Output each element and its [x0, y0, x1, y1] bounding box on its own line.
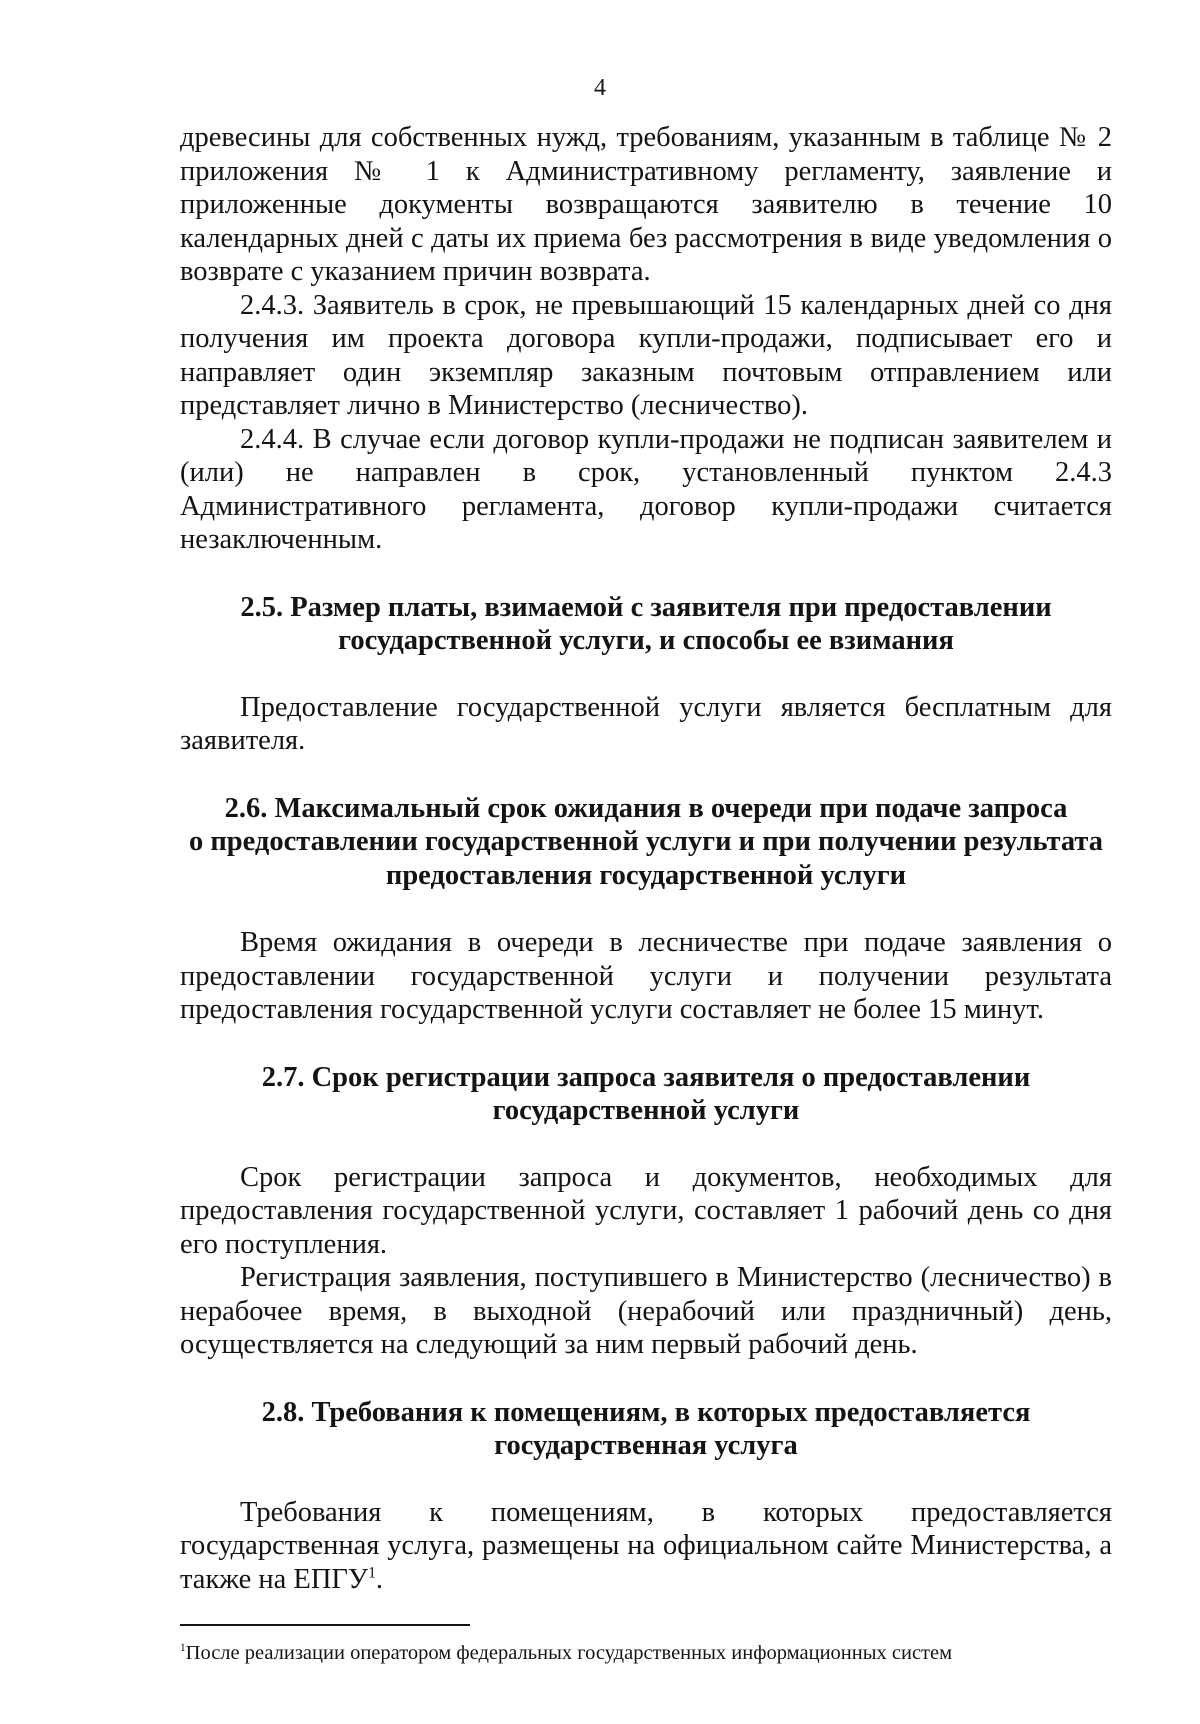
- paragraph-2-8-end: .: [375, 1563, 384, 1595]
- paragraph-2-4-4: 2.4.4. В случае если договор купли-продажи не подписан заявителем и (или) не направлен в срок, установленный пунктом 2.4.3 Административного регламента, договор купли-продажи считается незаключенным.: [180, 423, 1112, 555]
- section-heading-2-6-line-3: предоставления государственной услуги: [385, 859, 907, 891]
- section-heading-2-8-line-1: 2.8. Требования к помещениям, в которых предоставляется: [261, 1396, 1031, 1428]
- section-heading-2-7: [180, 1061, 1112, 1128]
- footnote-text: После реализации оператором федеральных государственных информационных систем: [185, 1642, 953, 1664]
- footnote: [180, 1640, 1120, 1666]
- section-heading-2-6-line-1: 2.6. Максимальный срок ожидания в очереди при подаче запроса: [224, 792, 1068, 824]
- paragraph-continuation: древесины для собственных нужд, требованиям, указанным в таблице № 2 приложения № 1 к Административному регламенту, заявление и приложенные документы возвращаются заявителю в течение 10 календарных дней с даты их приема без рассмотрения в виде уведомления о возврате с указанием причин возврата.: [180, 122, 1112, 287]
- section-heading-2-6-line-2: о предоставлении государственной услуги и при получении результата: [188, 826, 1104, 857]
- paragraph-2-4-3: 2.4.3. Заявитель в срок, не превышающий 15 календарных дней со дня получения им проекта договора купли-продажи, подписывает его и направляет один экземпляр заказным почтовым отправлением или представляет лично в Министерство (лесничество).: [180, 289, 1112, 421]
- section-heading-2-5-line-1: 2.5. Размер платы, взимаемой с заявителя при предоставлении: [240, 591, 1052, 623]
- section-heading-2-5-line-2: государственной услуги, и способы ее взимания: [338, 625, 954, 656]
- section-heading-2-6: [180, 792, 1112, 893]
- paragraph-2-6: Время ожидания в очереди в лесничестве при подаче заявления о предоставлении государственной услуги и получении результата предоставления государственной услуги составляет не более 15 минут.: [180, 927, 1112, 1025]
- paragraph-2-7-b: Регистрация заявления, поступившего в Министерство (лесничество) в нерабочее время, в выходной (нерабочий или праздничный) день, осуществляется на следующий за ним первый рабочий день.: [180, 1262, 1112, 1360]
- footnote-reference: 1: [368, 1564, 376, 1581]
- footnote-divider: [180, 1624, 470, 1626]
- section-heading-2-8-line-2: государственная услуга: [494, 1430, 798, 1461]
- document-body: [180, 121, 1112, 1596]
- paragraph-2-5: Предоставление государственной услуги является бесплатным для заявителя.: [180, 691, 1112, 756]
- section-heading-2-7-line-1: 2.7. Срок регистрации запроса заявителя о предоставлении: [261, 1061, 1031, 1093]
- paragraph-2-7-a: Срок регистрации запроса и документов, необходимых для предоставления государственной услуги, составляет 1 рабочий день со дня его поступления.: [180, 1161, 1112, 1260]
- page-number: 4: [594, 75, 606, 101]
- section-heading-2-7-line-2: государственной услуги: [492, 1095, 800, 1126]
- paragraph-2-8-text: Требования к помещениям, в которых предоставляется государственная услуга, размещены на официальном сайте Министерства, а также на ЕПГУ: [180, 1496, 1112, 1595]
- section-heading-2-8: [180, 1396, 1112, 1463]
- footnote-marker: 1: [180, 1642, 186, 1655]
- paragraph-2-8: [180, 1496, 1112, 1597]
- section-heading-2-5: [180, 591, 1112, 658]
